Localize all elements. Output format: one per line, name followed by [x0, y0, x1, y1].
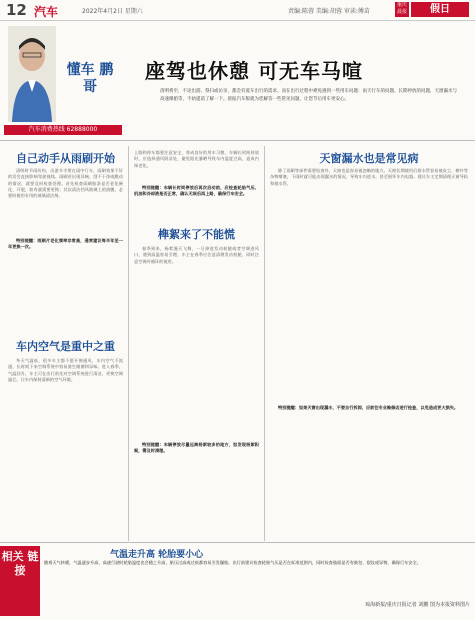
issue-date: 2022年4月2日 星期六: [82, 8, 143, 15]
section-tip-wipers: 特别提醒：雨刷片老化频率非常高，通常建议每半年至一年更换一次。: [8, 238, 123, 250]
photo-credit: 琼海新报/重庆日报记者 刘鹏 图为本报资料图片: [365, 602, 470, 608]
page-header: [0, 0, 475, 21]
column-divider: [264, 146, 265, 541]
divider: [0, 542, 475, 543]
columnist-name: 懂车 鹏哥: [66, 62, 114, 95]
section-heading-wipers: 自己动手从雨刷开始: [16, 152, 115, 165]
section-tip-sunroof: 特别提醒：如果天窗出现漏水，不要自行拆卸，应前往专业维修店进行检查，以免造成更大损失。: [278, 405, 459, 410]
section-heading-catkins: 榫絮来了不能慌: [158, 228, 235, 241]
section-body-catkins: 春季到来，杨絮漫天飞舞，一旦掉进发动机舱或者空调进风口，遇到高温容易引燃，车主在春季应注意清理发动机舱，同时注意空调外循环的使用。: [134, 246, 259, 264]
column-divider: [128, 146, 129, 541]
article-lead: 清明将至，不论出游、祭扫或访亲，都会有爱车出行的需求。而在出行过程中难免遇到一些用车问题：雨天行车的问题、长期停放的问题，天窗漏水与高速爆胎等，不妨提前了解一下。晨报汽车版就为您解答一些常见问题，让您节后用车更安心。: [160, 89, 457, 102]
section-heading-air: 车内空气是重中之重: [16, 340, 115, 353]
section-tip-catkins: 特别提醒：车辆停放尽量远离杨絮较多的地方，如发现杨絮积聚，需及时清理。: [134, 442, 259, 454]
section-heading-sunroof: 天窗漏水也是常见病: [319, 152, 419, 165]
section-body-air: 冬天气温低，很多车主都不愿开窗通风，车内空气不流通，长时间下来空调系统中容易滋生细菌和异味。进入春季，气温回升，车主可在出行前先对空调系统进行清洁，更换空调滤芯，让车内保持清新的空气环境。: [8, 358, 123, 382]
editor-credits: 责编:陈蓉 美编:胡蓉 审读:傅苗: [288, 8, 370, 15]
hotline-banner: 汽车消费热线 62888000: [4, 125, 122, 135]
related-links-label: 相关 链接: [0, 546, 40, 616]
column-name: 假日: [411, 2, 469, 17]
divider: [0, 140, 475, 141]
section-body-parking: 上路和停车都要注意安全，养成良好的用车习惯。车辆长时间停放时，应选择通风阴凉处，避免阳光暴晒导致车内温度过高，造成内饰老化。: [134, 150, 259, 168]
newspaper-logo: 重庆 晨报: [396, 2, 407, 15]
section-body-wipers: 清明时节雨纷纷，出游多半要在雨中行车，雨刷效果不好的话会直接影响驾驶视线。雨刷若出现异响、刮不干净或跳动的情况，就要及时检查处理。首先检查雨刷胶条是否老化硬化、开裂，如有就需要更换；其次清洁挡风玻璃上的油膜，必要时使用专用的玻璃清洁剂。: [8, 168, 123, 199]
section-name: 汽车: [34, 5, 59, 19]
section-body-sunroof: 除了雨刷等部件需要检查外，天窗也是容易被忽略的地方。天窗长期使用后排水管容易被灰尘、树叶等杂物堵塞，下雨时就可能出现漏水的情况，导致车内进水，甚至损坏车内电器。建议车主定期清理天窗导轨和排水管。: [270, 168, 468, 186]
related-heading: 气温走升高 轮胎要小心: [110, 550, 204, 560]
section-tip-parking: 特别提醒：车辆长时间停放后再次启动前，应检查轮胎气压、机油和冷却液是否正常，确认无误后再上路，确保行车安全。: [134, 185, 259, 197]
related-body: 随着天气转暖，气温逐步升高，高速行驶时轮胎温度也会随之升高，胎压过高或过低都容易引发爆胎。出行前建议检查轮胎气压是否在标准范围内，同时检查胎面是否有鼓包、裂纹或异物，确保行车安全。: [44, 560, 421, 565]
columnist-photo: [8, 26, 56, 122]
page-number: 12: [6, 1, 27, 19]
article-title: 座驾也休憩 可无车马喧: [145, 59, 363, 83]
